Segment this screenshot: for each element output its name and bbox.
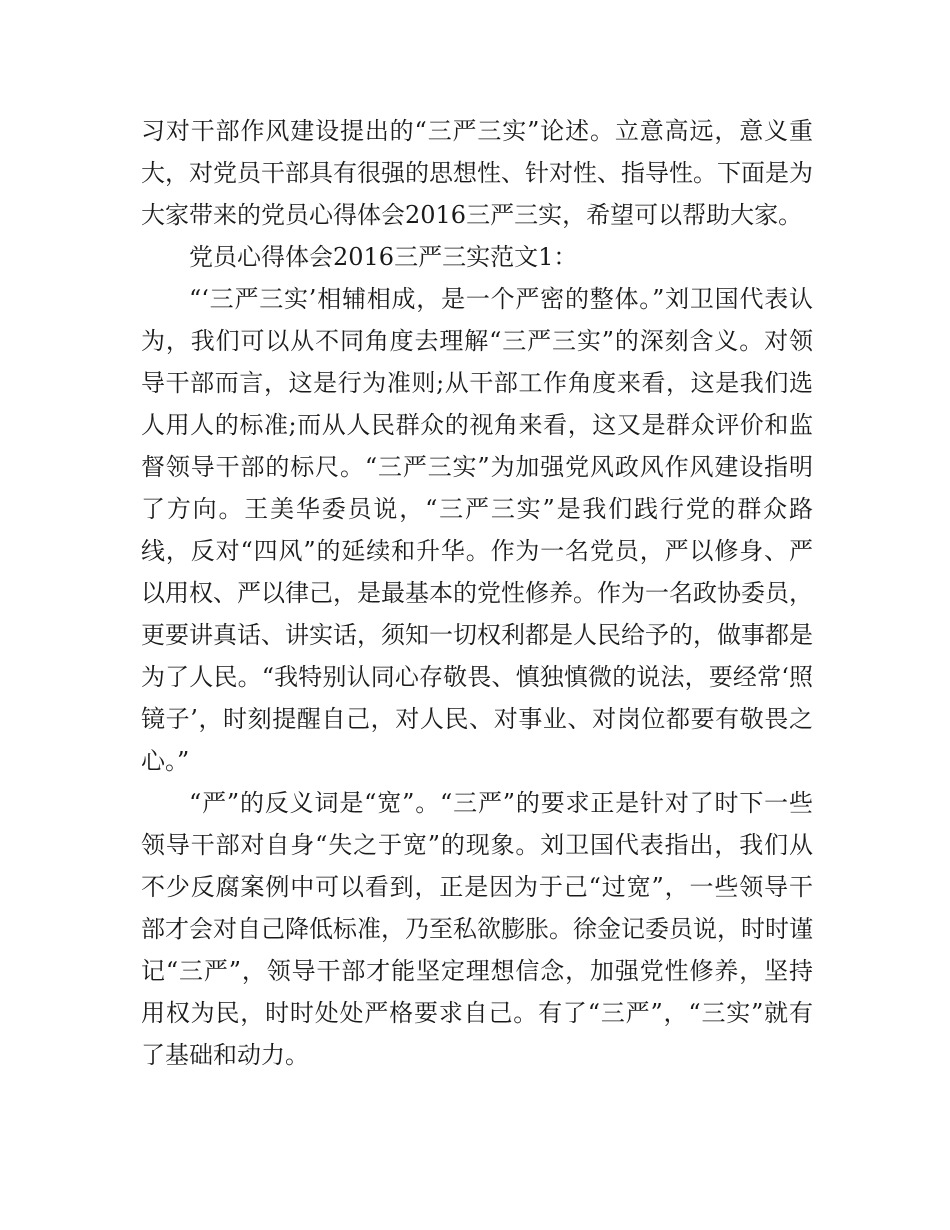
paragraph-intro-continued: 习对干部作风建设提出的“三严三实”论述。立意高远，意义重大，对党员干部具有很强的思想性、针对性、指导性。下面是为大家带来的党员心得体会2016三严三实，希望可以帮助大家。 [141, 117, 813, 229]
paragraph-body-2: “严”的反义词是“宽”。“三严”的要求正是针对了时下一些领导干部对自身“失之于宽”的现象。刘卫国代表指出，我们从不少反腐案例中可以看到，正是因为于己“过宽”，一些领导干部才会对自己降低标准，乃至私欲膨胀。徐金记委员说，时时谨记“三严”，领导干部才能坚定理想信念，加强党性修养，坚持用权为民，时时处处严格要求自己。有了“三严”，“三实”就有了基础和动力。 [141, 789, 813, 1069]
document-body [141, 110, 813, 1076]
paragraph-section-heading: 党员心得体会2016三严三实范文1： [189, 243, 578, 271]
paragraph-body-1: “‘三严三实’相辅相成，是一个严密的整体。”刘卫国代表认为，我们可以从不同角度去理解“三严三实”的深刻含义。对领导干部而言，这是行为准则;从干部工作角度来看，这是我们选人用人的标准;而从人民群众的视角来看，这又是群众评价和监督领导干部的标尺。“三严三实”为加强党风政风作风建设指明了方向。王美华委员说，“三严三实”是我们践行党的群众路线，反对“四风”的延续和升华。作为一名党员，严以修身、严以用权、严以律己，是最基本的党性修养。作为一名政协委员，更要讲真话、讲实话，须知一切权利都是人民给予的，做事都是为了人民。“我特别认同心存敬畏、慎独慎微的说法，要经常‘照镜子’，时刻提醒自己，对人民、对事业、对岗位都要有敬畏之心。” [141, 285, 813, 775]
